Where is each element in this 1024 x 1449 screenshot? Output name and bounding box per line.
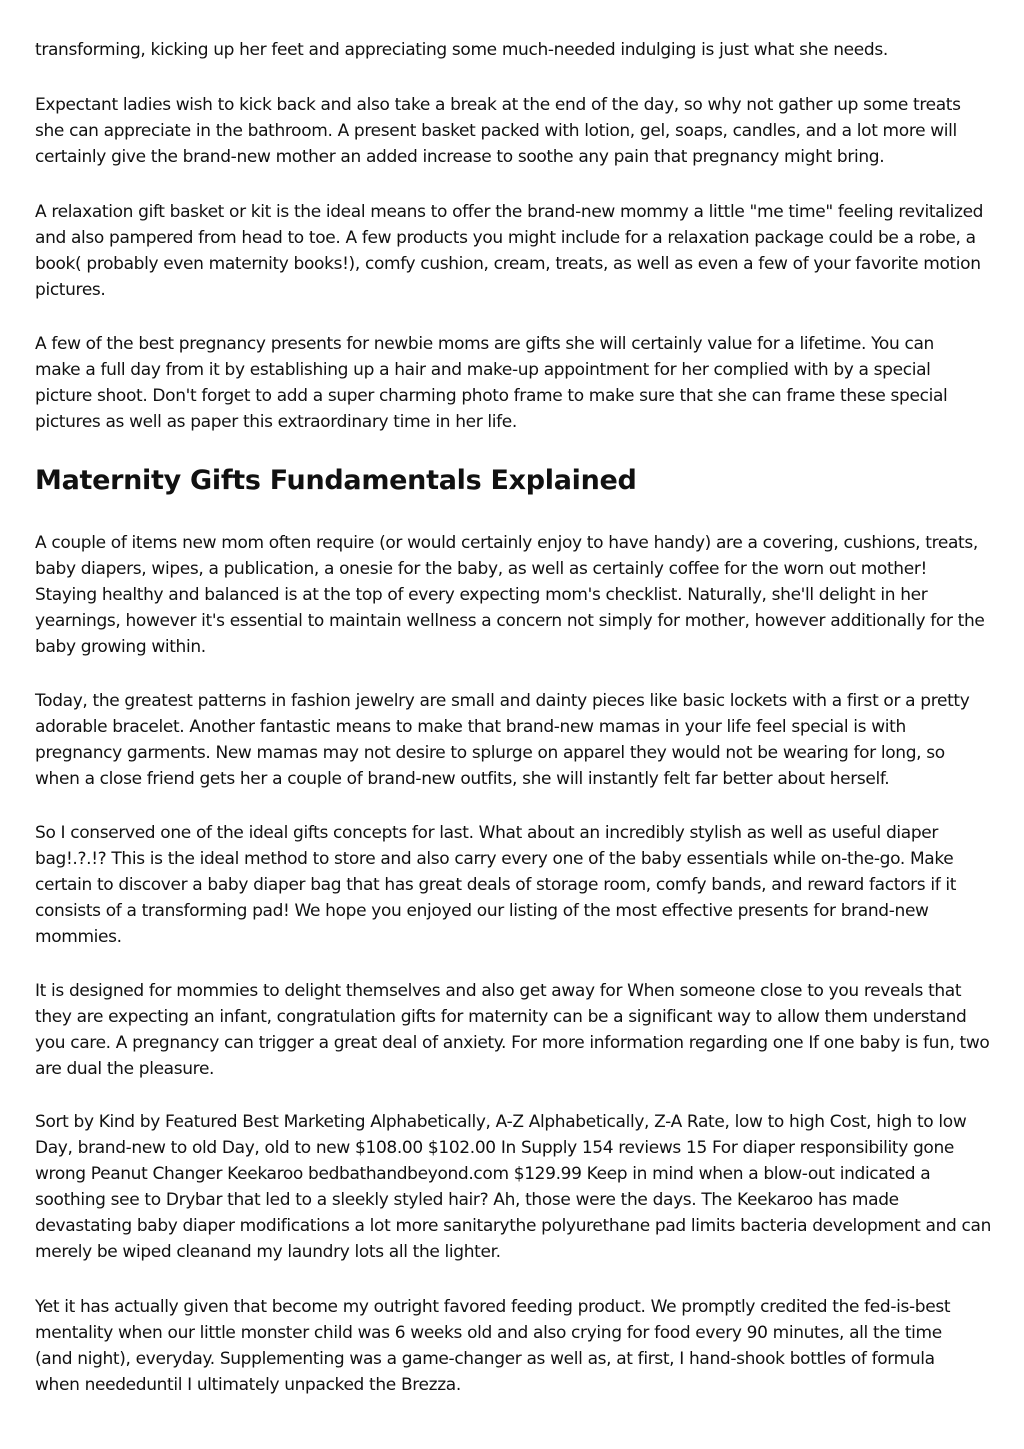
paragraph: A few of the best pregnancy presents for newbie moms are gifts she will certainly value for a lifetime. You can make a full day from it by establishing up a hair and make-up appointment for her complied with by a special picture shoot. Don't forget to add a super charming photo frame to make sure that she can frame these special pictures as well as paper this extraordinary time in her life.: [35, 334, 948, 432]
paragraph: A couple of items new mom often require (or would certainly enjoy to have handy) are a covering, cushions, treats, baby diapers, wipes, a publication, a onesie for the baby, as well as certainly coffee for the worn out mother! Staying healthy and balanced is at the top of every expecting mom's checklist. Naturally, she'll delight in her yearnings, however it's essential to maintain wellness a concern not simply for mother, however additionally for the baby growing within.: [35, 533, 985, 657]
paragraph: Yet it has actually given that become my outright favored feeding product. We promptly credited the fed-is-best mentality when our little monster child was 6 weeks old and also crying for food every 90 minutes, all the time (and night), everyday. Supplementing was a game-changer as well as, at first, I hand-shook bottles of formula when neededuntil I ultimately unpacked the Brezza.: [35, 1297, 951, 1395]
paragraph: A relaxation gift basket or kit is the ideal means to offer the brand-new mommy a little "me time" feeling revitalized and also pampered from head to toe. A few products you might include for a relaxation package could be a robe, a book( probably even maternity books!), comfy cushion, cream, treats, as well as even a few of your favorite motion pictures.: [35, 202, 984, 300]
paragraph: It is designed for mommies to delight themselves and also get away for When someone close to you reveals that they are expecting an infant, congratulation gifts for maternity can be a significant way to allow them understand you care. A pregnancy can trigger a great deal of anxiety. For more information regarding one If one baby is fun, two are dual the pleasure.: [35, 981, 990, 1079]
paragraph: Sort by Kind by Featured Best Marketing Alphabetically, A-Z Alphabetically, Z-A Rate, low to high Cost, high to low Day, brand-new to old Day, old to new $108.00 $102.00 In Supply 154 reviews 15 For diaper responsibility gone wrong Peanut Changer Keekaroo bedbathandbeyond.com $129.99 Keep in mind when a blow-out indicated a soothing see to Drybar that led to a sleekly styled hair? Ah, those were the days. The Keekaroo has made devastating baby diaper modifications a lot more sanitarythe polyurethane pad limits bacteria development and can merely be wiped cleanand my laundry lots all the lighter.: [35, 1112, 992, 1262]
paragraph: transforming, kicking up her feet and appreciating some much-needed indulging is just what she needs.: [35, 40, 888, 60]
section-heading: Maternity Gifts Fundamentals Explained: [35, 465, 637, 496]
paragraph: Expectant ladies wish to kick back and also take a break at the end of the day, so why not gather up some treats she can appreciate in the bathroom. A present basket packed with lotion, gel, soaps, candles, and a lot more will certainly give the brand-new mother an added increase to soothe any pain that pregnancy might bring.: [35, 95, 961, 167]
paragraph: So I conserved one of the ideal gifts concepts for last. What about an incredibly stylish as well as useful diaper bag!.?.!? This is the ideal method to store and also carry every one of the baby essentials while on-the-go. Make certain to discover a baby diaper bag that has great deals of storage room, comfy bands, and reward factors if it consists of a transforming pad! We hope you enjoyed our listing of the most effective presents for brand-new mommies.: [35, 823, 957, 947]
paragraph: Today, the greatest patterns in fashion jewelry are small and dainty pieces like basic lockets with a first or a pretty adorable bracelet. Another fantastic means to make that brand-new mamas in your life feel special is with pregnancy garments. New mamas may not desire to splurge on apparel they would not be wearing for long, so when a close friend gets her a couple of brand-new outfits, she will instantly felt far better about herself.: [35, 691, 970, 789]
